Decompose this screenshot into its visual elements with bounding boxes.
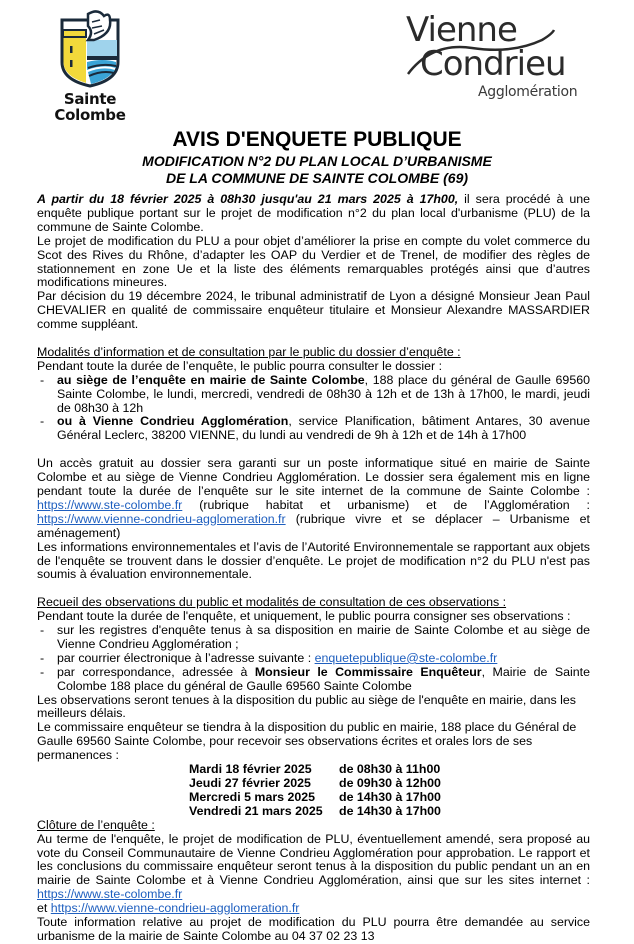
acces-paragraph: Un accès gratuit au dossier sera garanti sur un poste informatique situé en mairie de Sainte Colombe et au siège de Vienne Condrieu Agglomération. Le dossier sera également mis en ligne pendant toute la durée de l’enquête sur le site internet de la commune de Sainte Colombe : https://www.ste-colombe.fr (rubrique habitat et urbanisme) et de l’Agglomération : https://www.vienne-condrieu-agglomeration.fr (rubrique vivre et se déplacer – Urbanisme et aménagement) [37, 456, 590, 540]
permanence-row: Mardi 18 février 2025 de 08h30 à 11h00 [189, 762, 441, 777]
link-ste-colombe[interactable]: https://www.ste-colombe.fr [37, 887, 183, 902]
decision-paragraph: Par décision du 19 décembre 2024, le tribunal administratif de Lyon a désigné Monsieur Jean Paul CHEVALIER en qualité de commissaire enquêteur titulaire et Monsieur Alexandre MASSARDIER comme suppléant. [37, 289, 590, 332]
sainte-colombe-name: Sainte Colombe [54, 90, 126, 124]
list-item: - par courrier électronique à l’adresse suivante : enquetepublique@ste-colombe.fr [40, 650, 498, 665]
tenues-paragraph: Les observations seront tenues à la disposition du public au siège de l'enquête en mairie, dans les meilleurs délais. [37, 692, 576, 721]
permanences-table [37, 763, 590, 819]
cloture-heading: Clôture de l’enquête : [37, 817, 155, 832]
notice-body [37, 193, 590, 944]
cloture-paragraph: Au terme de l'enquête, le projet de modification de PLU, éventuellement amendé, sera proposé au vote du Conseil Communautaire de Vienne Condrieu Agglomération pour approbation. Le rapport et les conclusions du commissaire enquêteur seront tenus à la disposition du public pendant un an en mairie de Sainte Colombe et à Vienne Condrieu Agglomération, ainsi que sur les sites internet : https://www.ste-colombe.fr et https://www.vienne-condrieu-agglomeration.fr [37, 831, 590, 916]
page-subtitle: MODIFICATION N°2 DU PLAN LOCAL D’URBANISME DE LA COMMUNE DE SAINTE COLOMBE (69) [142, 153, 492, 186]
contact-paragraph: Toute information relative au projet de modification du PLU pourra être demandée au service urbanisme de la mairie de Sainte Colombe au 04 37 02 23 13 [37, 915, 590, 943]
agglomeration-wordmark: Agglomération [478, 84, 578, 100]
vienne-wordmark: Vienne [406, 10, 517, 50]
condrieu-wordmark: Condrieu [420, 44, 566, 84]
link-ste-colombe[interactable]: https://www.ste-colombe.fr [37, 497, 183, 512]
observations-lead: Pendant toute la durée de l'enquête, et uniquement, le public pourra consigner ses observations : [37, 609, 571, 624]
email-link[interactable]: enquetepublique@ste-colombe.fr [314, 650, 498, 665]
observations-heading: Recueil des observations du public et modalités de consultation de ces observations : [37, 595, 507, 610]
list-item: - au siège de l’enquête en mairie de Sainte Colombe, 188 place du général de Gaulle 69560 Sainte Colombe, le lundi, mercredi, vendredi de 08h30 à 12h et de 13h à 17h00, le mardi, jeudi de 08h30 à 12h [40, 372, 590, 415]
permanence-row: Vendredi 21 mars 2025 de 14h30 à 17h00 [189, 803, 441, 818]
list-item: - sur les registres d'enquête tenus à sa disposition en mairie de Sainte Colombe et au siège de Vienne Condrieu Agglomération ; [40, 623, 590, 651]
vienne-condrieu-logo [402, 12, 592, 107]
consultation-heading: Modalités d’information et de consultation par le public du dossier d’enquête : [37, 344, 461, 359]
permanence-row: Mercredi 5 mars 2025 de 14h30 à 17h00 [189, 789, 441, 804]
permanence-row: Jeudi 27 février 2025 de 09h30 à 12h00 [189, 776, 441, 791]
permanences-lead: Le commissaire enquêteur se tiendra à la disposition du public en mairie, 188 place du Général de Gaulle 69560 Sainte Colombe, pour recevoir ses observations écrites et orales lors de ses permanences : [37, 720, 577, 763]
list-item: - ou à Vienne Condrieu Agglomération, service Planification, bâtiment Antares, 30 avenue Général Leclerc, 38200 VIENNE, du lundi au vendredi de 9h à 12h et de 14h à 17h00 [40, 414, 591, 443]
page-title: AVIS D'ENQUETE PUBLIQUE [172, 128, 462, 151]
objet-paragraph: Le projet de modification du PLU a pour objet d’améliorer la prise en compte du volet commerce du Scot des Rives du Rhône, d’adapter les OAP du Verdier et de Trenel, de modifier des règles de stationnement en zone Ue et la liste des éléments remarquables protégés ainsi que d’autres modifications mineures. [37, 233, 590, 290]
sainte-colombe-crest-icon [58, 10, 122, 88]
link-vienne-condrieu[interactable]: https://www.vienne-condrieu-agglomeration.fr [37, 511, 286, 526]
link-vienne-condrieu[interactable]: https://www.vienne-condrieu-agglomeration.fr [50, 901, 300, 916]
list-item: - par correspondance, adressée à Monsieur le Commissaire Enquêteur, Mairie de Sainte Colombe 188 place du général de Gaulle 69560 Sainte Colombe [40, 664, 591, 693]
consultation-lead: Pendant toute la durée de l’enquête, le public pourra consulter le dossier : [37, 358, 443, 373]
environnement-paragraph: Les informations environnementales et l’avis de l’Autorité Environnementale se rapportant aux objets de l'enquête se trouvent dans le dossier d’enquête. Le projet de modification n°2 du PLU n'est pas soumis à évaluation environnementale. [37, 539, 590, 582]
sainte-colombe-logo [44, 10, 136, 125]
intro-paragraph: A partir du 18 février 2025 à 08h30 jusqu'au 21 mars 2025 à 17h00, il sera procédé à une enquête publique portant sur le projet de modification n°2 du plan local d'urbanisme (PLU) de la commune de Sainte Colombe. [37, 192, 590, 234]
